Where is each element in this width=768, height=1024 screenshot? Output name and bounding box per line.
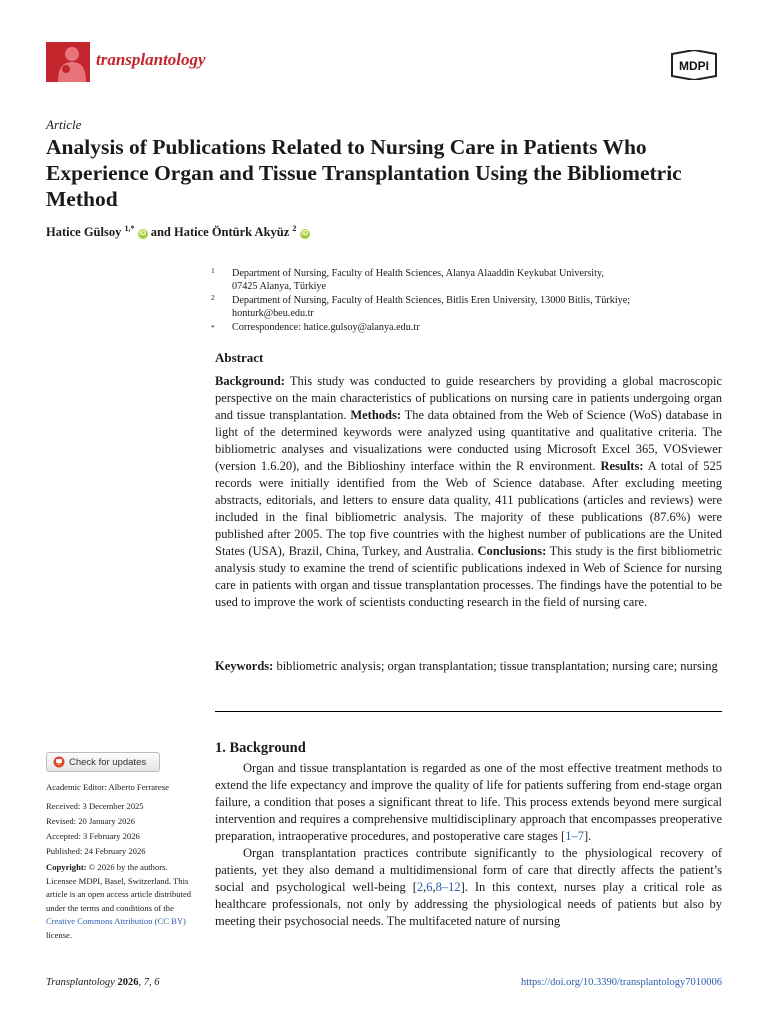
doi-link[interactable]: https://doi.org/10.3390/transplantology7010006 — [520, 977, 722, 988]
paragraph — [215, 760, 722, 845]
abstract-text: This study was conducted to guide researchers by providing a global macroscopic perspective on the main characteristics of publications on nursing care in patients undergoing organ and tissue transplantation. — [215, 374, 722, 422]
affiliation — [211, 266, 725, 293]
abstract-label: Methods: — [350, 408, 402, 422]
check-updates-icon — [53, 756, 65, 768]
abstract-body — [215, 373, 722, 611]
citation-link[interactable]: 1–7 — [565, 829, 584, 843]
section-heading: 1. Background — [215, 740, 306, 756]
citation-link[interactable]: 2 — [416, 880, 424, 894]
abstract-text: A total of 525 records were initially identified from the Web of Science database. After excluding meeting abstracts, editorials, and letters to ensure data quality, 411 publications (articles and reviews) were included in the final bibliometric analysis. The majority of these publications (87.6%) were published after 2005. The top five countries with the highest number of publications are the United States (USA), Brazil, China, Turkey, and Australia. — [215, 459, 723, 558]
paragraph — [215, 845, 722, 930]
author-conjunction: and — [150, 225, 171, 240]
author-name[interactable]: Hatice Öntürk Akyüz — [174, 225, 290, 240]
paragraph-text: Organ transplantation practices contribute significantly to the physiological recovery of patients, yet they also demand a multidimensional form of care that directly affects the patient’s social and psychological well-being [ — [215, 846, 722, 894]
affiliation-line: Department of Nursing, Faculty of Health Sciences, Alanya Alaaddin Keykubat University, — [232, 268, 604, 279]
author-affiliation-marks: 2 — [292, 224, 297, 233]
footer-journal: Transplantology — [46, 977, 115, 988]
citation-footer — [46, 977, 159, 988]
citation-link[interactable]: 6 — [426, 880, 433, 894]
article-title: Analysis of Publications Related to Nursing Care in Patients Who Experience Organ and Tissue Transplantation Using the Bibliometric Method — [46, 135, 682, 211]
affiliation-mark: 1 — [211, 266, 215, 275]
affiliation — [211, 293, 725, 320]
paragraph-text: Organ and tissue transplantation is regarded as one of the most effective treatment methods to extend the life expectancy and improve the quality of life for patients suffering from end-stage organ failure, a condition that poses a significant threat to life. This process extends beyond mere surgical intervention and requires a comprehensive multidisciplinary approach that encompasses preoperative preparation, intraoperative procedures, and postoperative care stages [ — [215, 761, 722, 843]
check-for-updates-button[interactable] — [46, 752, 160, 772]
journal-logo — [46, 42, 90, 82]
copyright-label: Copyright: — [46, 862, 87, 872]
orcid-icon[interactable]: iD — [139, 230, 147, 238]
author-name[interactable]: Hatice Gülsoy — [46, 225, 122, 240]
author-list — [46, 224, 310, 240]
orcid-icon[interactable]: iD — [301, 230, 309, 238]
journal-name[interactable]: transplantology — [96, 50, 206, 69]
abstract-heading: Abstract — [215, 350, 264, 365]
paragraph-text: ]. — [583, 829, 592, 843]
copyright-text: © 2026 by the authors. Licensee MDPI, Basel, Switzerland. This article is an open access article distributed under the terms and conditions of the — [46, 862, 192, 913]
date-revised: Revised: 20 January 2026 — [46, 816, 136, 826]
citation-link[interactable]: 8–12 — [435, 880, 461, 894]
license-link[interactable]: Creative Commons Attribution (CC BY) — [46, 916, 186, 927]
date-accepted: Accepted: 3 February 2026 — [46, 831, 140, 841]
affiliation-line: Department of Nursing, Faculty of Health Sciences, Bitlis Eren University, 13000 Bitlis, Türkiye; — [232, 295, 631, 306]
abstract-text: This study is the first bibliometric analysis study to examine the trend of scientific publications indexed in Web of Science for nursing care in patients with organ and tissue transplantation processes. The findings have the potential to be used to improve the work of scientists conducting research in the field of nursing care. — [215, 544, 723, 609]
publisher-name: MDPI — [679, 59, 709, 73]
paragraph-text: , — [432, 880, 436, 894]
date-received: Received: 3 December 2025 — [46, 801, 144, 811]
abstract-label: Results: — [600, 459, 644, 473]
check-updates-label: Check for updates — [69, 756, 147, 768]
copyright-notice — [46, 861, 196, 943]
abstract-text: The data obtained from the Web of Science (WoS) database in light of the determined keywords were analyzed using quantitative and qualitative criteria. The bibliometric analyses and visualizations were conducted using Microsoft Excel 365, VOSviewer (version 1.6.20), and the Biblioshiny interface within the R environment. — [215, 408, 723, 473]
paragraph-text: ]. In this context, nurses play a critical role as healthcare professionals, not only by addressing the physiological needs of patients but also by meeting their psychosocial needs. The multifaceted nature of nursing — [215, 880, 723, 928]
keywords-text: bibliometric analysis; organ transplantation; tissue transplantation; nursing care; nursing — [276, 659, 718, 673]
date-published: Published: 24 February 2026 — [46, 846, 146, 856]
keywords — [215, 658, 722, 676]
section-body — [215, 760, 722, 930]
affiliation-line: 07425 Alanya, Türkiye — [232, 281, 327, 292]
abstract-label: Background: — [215, 374, 285, 388]
affiliation-line[interactable]: honturk@beu.edu.tr — [232, 308, 314, 319]
academic-editor: Academic Editor: Alberto Ferrarese — [46, 782, 169, 792]
affiliation-mark: 2 — [211, 293, 215, 302]
license-tail: license. — [46, 929, 73, 940]
correspondence-line[interactable]: Correspondence: hatice.gulsoy@alanya.edu.tr — [232, 322, 420, 333]
article-type: Article — [46, 117, 82, 132]
footer-volume: , 7, 6 — [138, 977, 160, 988]
divider — [215, 711, 722, 712]
affiliation-mark: * — [211, 323, 215, 332]
author-affiliation-marks: 1,* — [124, 224, 135, 233]
mdpi-logo[interactable] — [666, 50, 722, 80]
correspondence — [211, 321, 725, 334]
abstract-label: Conclusions: — [477, 544, 547, 558]
keywords-label: Keywords: — [215, 659, 274, 673]
footer-year: 2026 — [117, 977, 139, 988]
paragraph-text: , — [423, 880, 427, 894]
